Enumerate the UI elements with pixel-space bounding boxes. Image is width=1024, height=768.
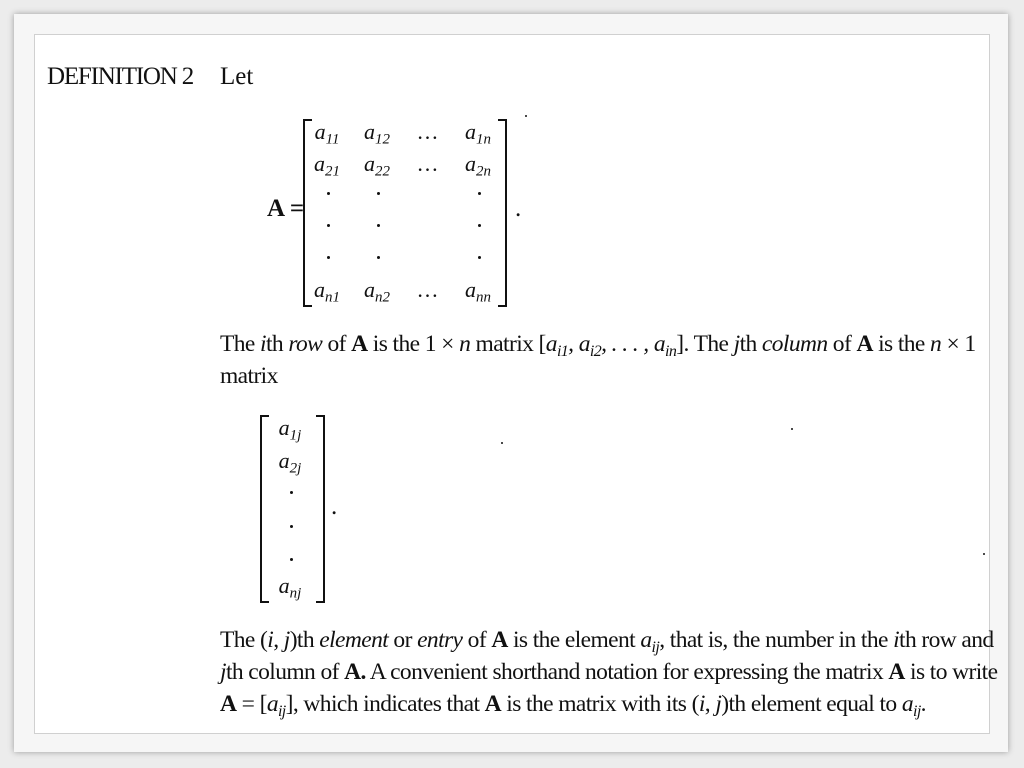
matrix-trailing-period: .	[515, 195, 522, 222]
matrix-cell: $a_{n1}$	[314, 277, 340, 306]
matrix-cell: $a_{2n}$	[465, 151, 491, 180]
element-definition-line2: jth column of A. A convenient shorthand notation for expressing the matrix A is to write	[220, 659, 998, 685]
vertical-dot	[290, 558, 293, 561]
vertical-dot	[290, 491, 293, 494]
vertical-dot	[290, 525, 293, 528]
speck	[501, 442, 503, 444]
speck	[983, 553, 985, 555]
vertical-dot	[478, 256, 481, 259]
column-cell: $a_{1j}$	[278, 415, 302, 444]
column-cell: $a_{nj}$	[278, 573, 302, 602]
vertical-dot	[478, 192, 481, 195]
matrix-cell: $a_{11}$	[314, 119, 340, 148]
matrix-cell: $a_{21}$	[314, 151, 340, 180]
element-definition-line1: The (i, j)th element or entry of A is the element $a_{ij}$, that is, the number in the ith row and	[220, 627, 994, 656]
matrix-ellipsis: …	[416, 119, 442, 144]
column-cell: $a_{2j}$	[278, 448, 302, 477]
column-trailing-period: .	[331, 493, 338, 520]
matrix-ellipsis: …	[416, 151, 442, 176]
matrix-ellipsis: …	[416, 277, 442, 302]
vertical-dot	[327, 256, 330, 259]
matrix-cell: $a_{n2}$	[364, 277, 390, 306]
vertical-dot	[327, 192, 330, 195]
slide-frame	[14, 14, 1008, 752]
definition-heading: DEFINITION 2	[47, 63, 193, 90]
vertical-dot	[327, 224, 330, 227]
matrix-cell: $a_{12}$	[364, 119, 390, 148]
matrix-cell: $a_{1n}$	[465, 119, 491, 148]
speck	[525, 115, 527, 117]
speck	[791, 428, 793, 430]
vertical-dot	[377, 192, 380, 195]
element-definition-line3: $A = [a_{ij}]$, which indicates that A is the matrix with its (i, j)th element equal to $a_{ij}$.	[220, 691, 926, 720]
matrix-cell: $a_{22}$	[364, 151, 390, 180]
row-definition-line: The ith row of A is the 1 × n matrix [$a_{i1}$, $a_{i2}$, . . . , $a_{in}$]. The jth column of A is the n × 1	[220, 331, 976, 360]
vertical-dot	[478, 224, 481, 227]
matrix-cell: $a_{nn}$	[465, 277, 491, 306]
row-definition-line2: matrix	[220, 363, 278, 389]
let-text: Let	[220, 63, 254, 90]
matrix-lhs: A =	[267, 195, 305, 222]
vertical-dot	[377, 256, 380, 259]
document-page	[34, 34, 998, 734]
vertical-dot	[377, 224, 380, 227]
